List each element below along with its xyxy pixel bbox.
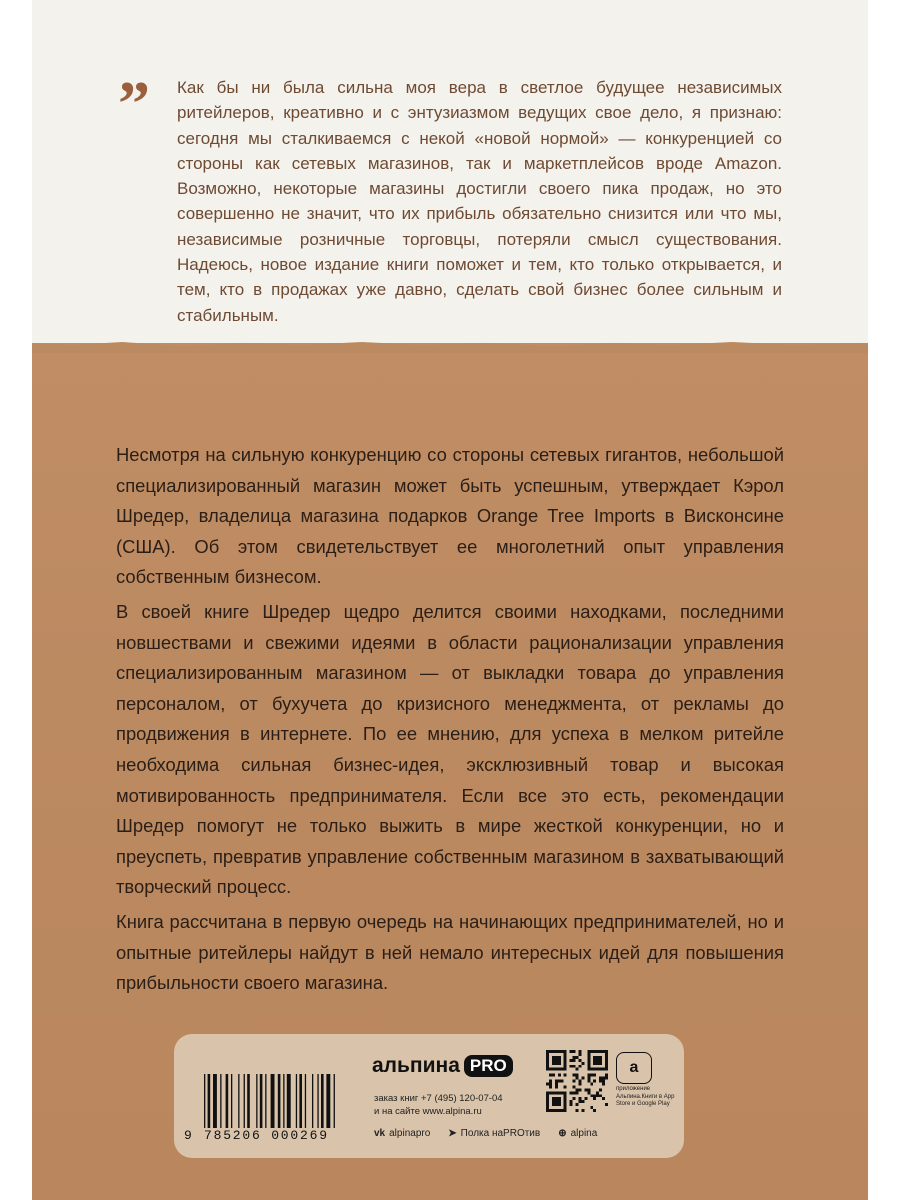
- qr-code: [546, 1050, 608, 1112]
- publisher-site: и на сайте www.alpina.ru: [374, 1106, 482, 1117]
- order-phone: заказ книг +7 (495) 120-07-04: [374, 1093, 503, 1104]
- social-links: [374, 1128, 597, 1139]
- alpina-icon: ⊕: [558, 1128, 567, 1139]
- paper-section: [32, 0, 868, 345]
- publisher-name: альпина: [372, 1054, 460, 1077]
- social-telegram[interactable]: ➤ Полка наPROтив: [448, 1128, 541, 1139]
- description-paragraph: Книга рассчитана в первую очередь на начинающих предпринимателей, но и опытные ритейлеры найдут в ней немало интересных идей для повышения прибыльности своего магазина.: [116, 910, 784, 994]
- publisher-contact: [374, 1092, 503, 1118]
- isbn-number: [184, 1128, 380, 1143]
- description-paragraph: Несмотря на сильную конкуренцию со стороны сетевых гигантов, небольшой специализированный магазин может быть успешным, утверждает Кэрол Шредер, владелица магазина подарков Orange Tree Imports в Висконсине (США). Об этом свидетельствует ее многолетний опыт управления собственным бизнесом.: [116, 444, 784, 588]
- social-alpina[interactable]: ⊕ alpina: [558, 1128, 598, 1139]
- vk-icon: vk: [374, 1128, 386, 1139]
- quote-mark: ”: [118, 68, 150, 139]
- app-store-note: приложение Альпина.Книги в App Store и Google Play: [616, 1086, 675, 1107]
- telegram-icon: ➤: [448, 1128, 457, 1139]
- publisher-badge: PRO: [464, 1055, 513, 1077]
- author-quote: Как бы ни была сильна моя вера в светлое будущее независимых ритейлеров, креативно и с энтузиазмом ведущих свое дело, я признаю: сегодня мы сталкиваемся с некой «новой нормой» — конкуренцией со стороны как сетевых магазинов, так и маркетплейсов вроде Amazon. Возможно, некоторые магазины достигли своего пика продаж, но это совершенно не значит, что их прибыль обязательно снизится или что мы, независимые розничные торговцы, потеряли смысл существования. Надеюсь, новое издание книги поможет и тем, кто только открывается, и тем, кто в продажах уже давно, сделать свой бизнес более сильным и стабильным.: [177, 78, 782, 325]
- publisher-panel: [174, 1034, 684, 1158]
- social-vk[interactable]: vk alpinapro: [374, 1128, 431, 1139]
- publisher-logo: [372, 1054, 513, 1078]
- isbn-first-digit: 9: [184, 1128, 194, 1143]
- app-logo-icon: a: [616, 1052, 652, 1084]
- isbn-digits: 785206 000269: [204, 1128, 329, 1143]
- torn-paper-edge: [32, 335, 868, 353]
- description-paragraph: В своей книге Шредер щедро делится своими находками, последними новшествами и свежими идеями в области рационализации управления специализированным магазином — от выкладки товара до управления персоналом, от бухучета до кризисного менеджмента, от рекламы до продвижения в интернете. По ее мнению, для успеха в мелком ритейле необходима сильная бизнес-идея, эксклюзивный товар и высокая мотивированность предпринимателя. Если все это есть, рекомендации Шредер помогут не только выжить в мире жесткой конкуренции, но и преуспеть, превратив управление собственным магазином в захватывающий творческий процесс.: [116, 600, 784, 898]
- barcode: [202, 1074, 378, 1128]
- book-back-cover: [32, 0, 868, 1200]
- book-description: [116, 440, 784, 1003]
